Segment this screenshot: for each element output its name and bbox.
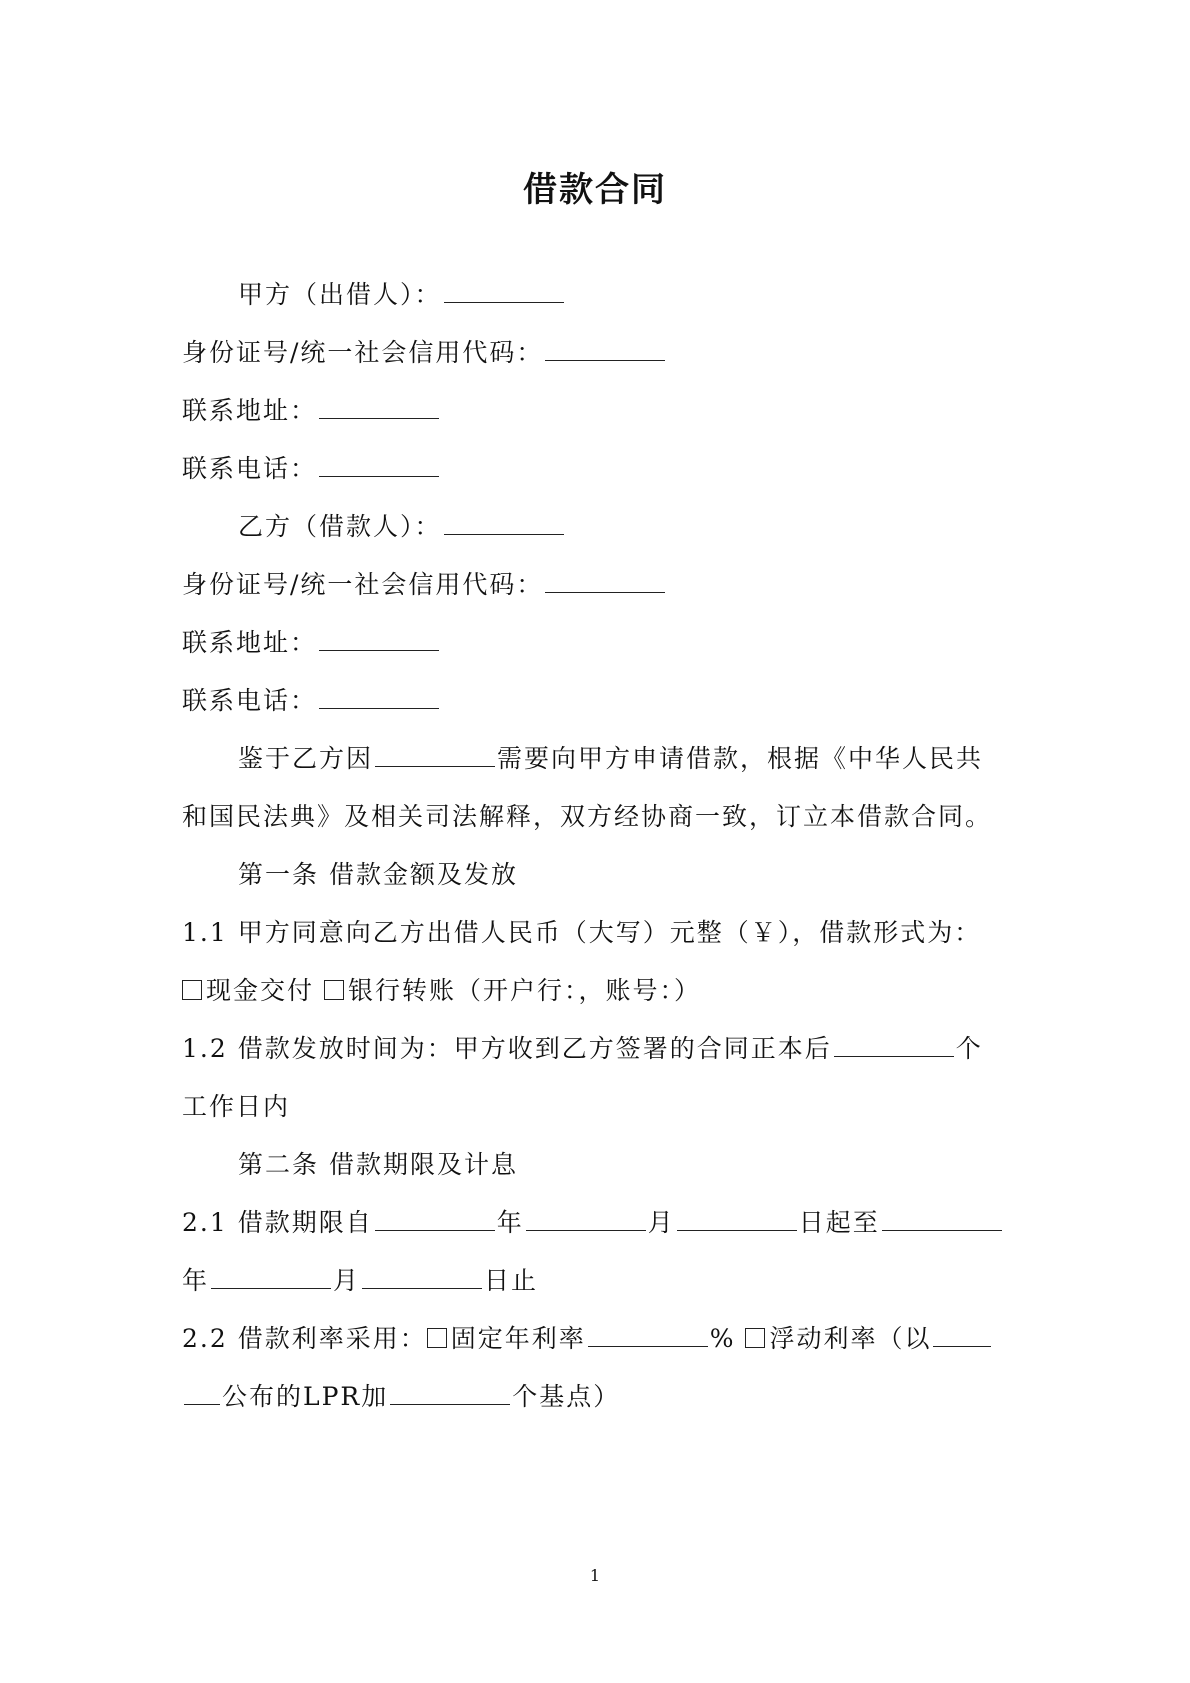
party-a-address-blank[interactable] [319,392,439,419]
floating-rate-label: 浮动利率（以 [769,1324,932,1353]
party-b-phone-label: 联系电话： [182,686,318,715]
preamble-part-2: 需要向甲方申请借款，根据《中华人民共 [497,744,984,773]
clause-1-2-part-2: 个 [955,1034,983,1063]
party-a-id-blank[interactable] [545,334,665,361]
clause-2-1-prefix: 2.1 借款期限自 [182,1208,373,1237]
clause-1-2-part-1: 1.2 借款发放时间为：甲方收到乙方签署的合同正本后 [182,1034,832,1063]
clause-1-2-line-1 [182,1029,983,1069]
article-1-heading: 第一条 借款金额及发放 [238,860,518,889]
lpr-date-blank-part-1[interactable] [933,1320,991,1347]
party-b-id-blank[interactable] [545,566,665,593]
party-a-address-line [182,391,441,431]
preamble-line-2: 和国民法典》及相关司法解释，双方经协商一致，订立本借款合同。 [182,802,993,831]
party-b-line [238,507,566,547]
start-day-blank[interactable] [677,1204,797,1231]
party-a-phone-label: 联系电话： [182,454,318,483]
preamble-reason-blank[interactable] [375,740,495,767]
page-number: 1 [589,1566,601,1585]
party-b-address-blank[interactable] [319,624,439,651]
lpr-date-blank-part-2[interactable] [184,1378,220,1405]
fixed-rate-label: 固定年利率 [450,1324,586,1353]
article-2-heading: 第二条 借款期限及计息 [238,1150,518,1179]
start-month-blank[interactable] [526,1204,646,1231]
month-label: 月 [333,1266,361,1295]
clause-2-1-line-1 [182,1203,1004,1243]
party-b-id-line [182,565,667,605]
end-year-blank[interactable] [882,1204,1002,1231]
party-b-address-line [182,623,441,663]
clause-2-2-line-1 [182,1319,993,1359]
clause-2-2-prefix: 2.2 借款利率采用： [182,1324,427,1353]
year-label: 年 [496,1208,524,1237]
party-a-phone-line [182,449,441,489]
clause-2-1-line-2 [182,1261,538,1301]
workdays-blank[interactable] [834,1030,954,1057]
end-month-blank[interactable] [211,1262,331,1289]
party-a-id-line [182,333,667,373]
party-a-id-label: 身份证号/统一社会信用代码： [182,338,544,367]
bank-transfer-option-label: 银行转账（开户行：，账号：） [347,976,701,1005]
party-a-blank[interactable] [444,276,564,303]
party-b-phone-blank[interactable] [319,682,439,709]
start-year-blank[interactable] [375,1204,495,1231]
bank-transfer-checkbox[interactable] [324,980,344,1000]
party-a-label: 甲方（出借人）： [238,280,442,309]
month-label: 月 [647,1208,675,1237]
party-a-line [238,275,566,315]
percent-label: % [709,1324,736,1353]
party-b-id-label: 身份证号/统一社会信用代码： [182,570,544,599]
basis-points-label: 个基点） [512,1382,621,1411]
fixed-rate-blank[interactable] [588,1320,708,1347]
fixed-rate-checkbox[interactable] [427,1328,447,1348]
page-title: 借款合同 [523,170,667,210]
year-label: 年 [182,1266,210,1295]
party-b-blank[interactable] [444,508,564,535]
clause-2-2-line-2 [182,1377,620,1417]
end-day-blank[interactable] [362,1262,482,1289]
day-from-label: 日起至 [798,1208,880,1237]
basis-points-blank[interactable] [390,1378,510,1405]
clause-1-1-line-1: 1.1 甲方同意向乙方出借人民币（大写）元整（￥），借款形式为： [182,918,982,947]
day-to-label: 日止 [484,1266,539,1295]
party-b-address-label: 联系地址： [182,628,318,657]
cash-checkbox[interactable] [182,980,202,1000]
preamble-part-1: 鉴于乙方因 [238,744,374,773]
preamble-line-1 [238,739,983,779]
clause-1-1-line-2 [182,971,701,1011]
party-a-phone-blank[interactable] [319,450,439,477]
cash-option-label: 现金交付 [206,976,315,1005]
party-a-address-label: 联系地址： [182,396,318,425]
floating-rate-checkbox[interactable] [745,1328,765,1348]
party-b-label: 乙方（借款人）： [238,512,442,541]
clause-1-2-line-2: 工作日内 [182,1092,291,1121]
lpr-label: 公布的LPR加 [222,1382,389,1411]
party-b-phone-line [182,681,441,721]
